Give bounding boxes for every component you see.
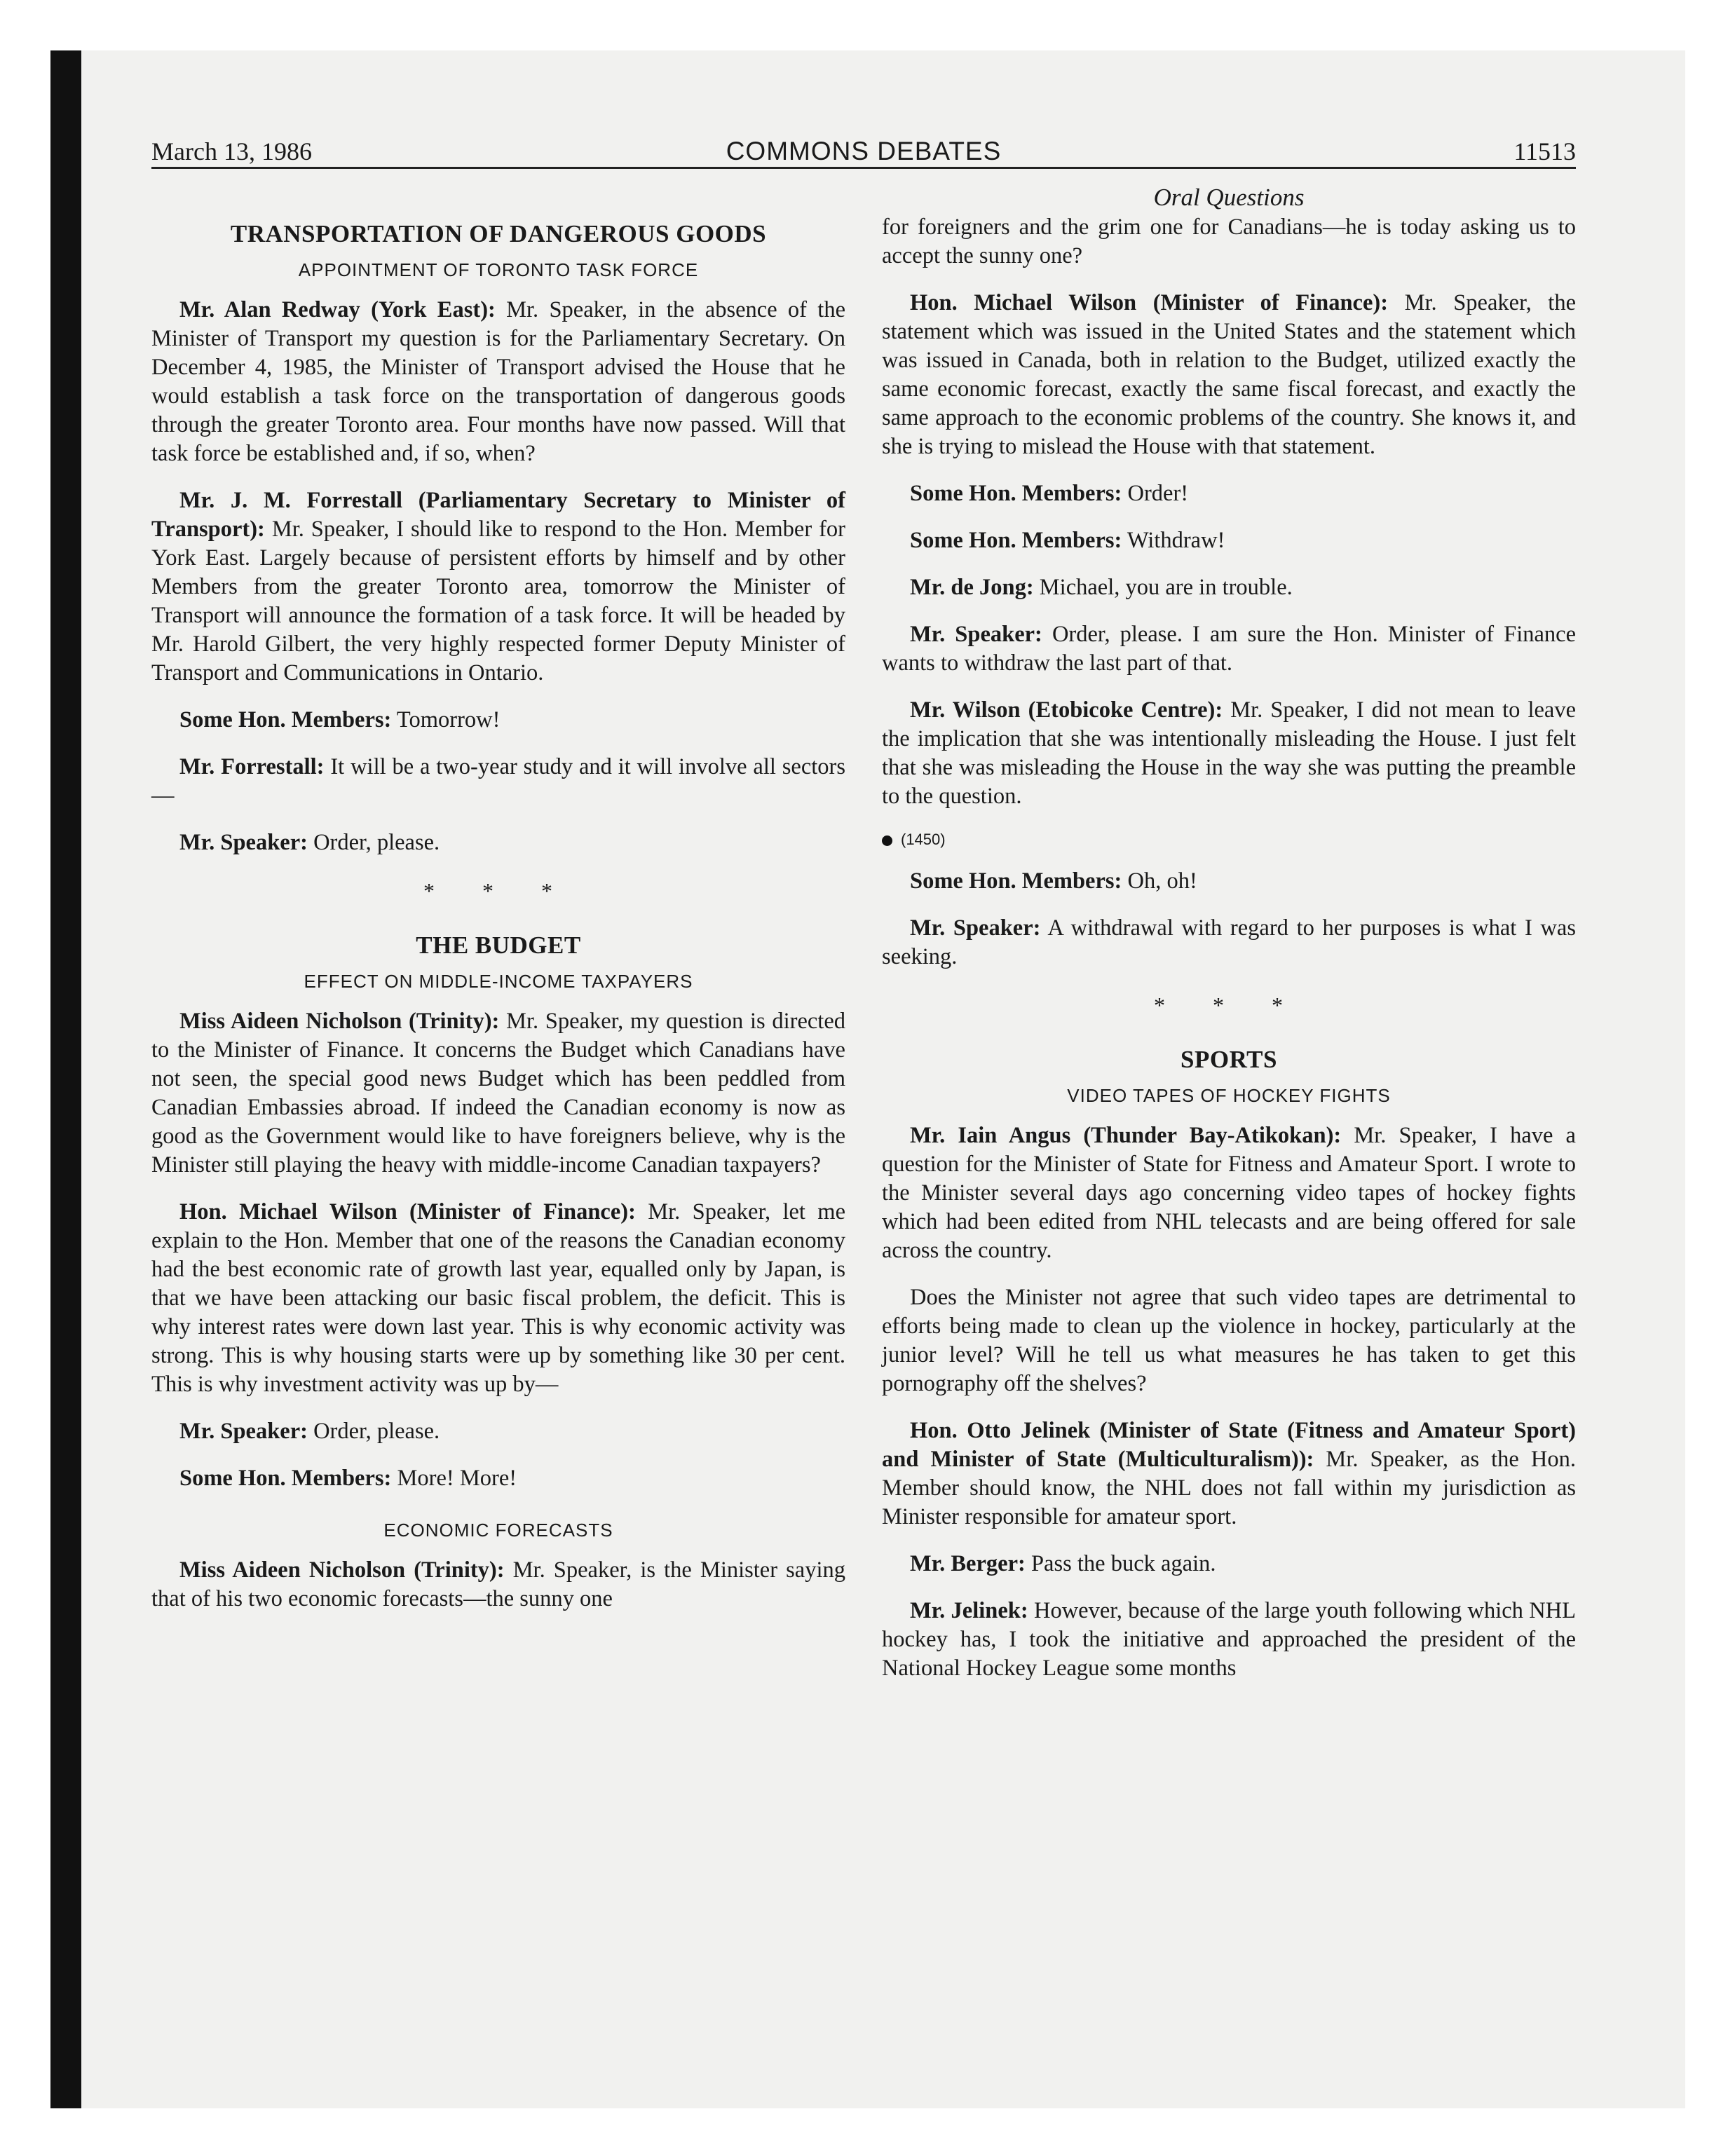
speech-text: Order, please. [307, 830, 440, 855]
section-separator: * * * [423, 878, 573, 903]
speaker-name: Some Hon. Members: [179, 1466, 392, 1491]
paragraph [882, 526, 1576, 555]
paragraph [151, 1198, 845, 1399]
speech-text: Tomorrow! [391, 707, 501, 732]
speaker-name: Some Hon. Members: [910, 528, 1122, 553]
speaker-name: Hon. Michael Wilson (Minister of Finance): [179, 1199, 636, 1224]
paragraph [882, 1283, 1576, 1398]
header-title: COMMONS DEBATES [726, 137, 1002, 165]
speech-text: It will be a two-year study and it will involve all sectors— [151, 754, 845, 808]
speech-text: Mr. Speaker, my question is directed to the Minister of Finance. It concerns the Budget which Canadians have not seen, the special good news Budget which has been peddled from Canadian Embassies abroad. If indeed the Canadian economy is now as good as the Government would like to have foreigners believe, why is the Minister still playing the heavy with middle-income Canadian taxpayers? [151, 1009, 846, 1178]
header-rule [151, 167, 1576, 169]
speech-text: Withdraw! [1122, 528, 1225, 553]
paragraph [151, 296, 845, 468]
paragraph [882, 213, 1576, 271]
paragraph [882, 1121, 1576, 1265]
speaker-name: Some Hon. Members: [910, 481, 1122, 506]
section-subheading: VIDEO TAPES OF HOCKEY FIGHTS [1067, 1085, 1391, 1106]
speech-text: for foreigners and the grim one for Canadians—he is today asking us to accept the sunny one? [882, 214, 1576, 268]
section-subheading: EFFECT ON MIDDLE-INCOME TAXPAYERS [304, 971, 693, 992]
page-header [151, 133, 1576, 170]
paragraph [882, 867, 1576, 896]
paragraph [151, 1007, 845, 1180]
speaker-name: Mr. J. M. Forrestall (Parliamentary Secretary to Minister of Transport): [151, 488, 845, 542]
section-heading: THE BUDGET [416, 932, 581, 959]
speaker-name: Miss Aideen Nicholson (Trinity): [179, 1009, 500, 1034]
paragraph [882, 1550, 1576, 1578]
speaker-name: Mr. Speaker: [179, 1419, 308, 1444]
section-heading: SPORTS [1181, 1046, 1277, 1073]
paragraph [882, 289, 1576, 461]
speaker-name: Mr. de Jong: [910, 575, 1034, 600]
speaker-name: Mr. Jelinek: [910, 1598, 1028, 1623]
speech-text: Mr. Speaker, as the Hon. Member should know, the NHL does not fall within my jurisdiction as Minister responsible for amateur sport. [882, 1447, 1576, 1529]
speech-text: However, because of the large youth following which NHL hockey has, I took the initiative and approached the president of the National Hockey League some months [882, 1598, 1577, 1681]
bullet-icon [882, 835, 892, 846]
speaker-name: Some Hon. Members: [910, 868, 1122, 894]
header-date: March 13, 1986 [151, 137, 312, 165]
running-head: Oral Questions [1153, 184, 1305, 211]
paragraph [882, 1417, 1576, 1531]
speaker-name: Hon. Michael Wilson (Minister of Finance): [910, 290, 1389, 315]
paragraph [882, 573, 1576, 602]
paragraph [151, 1417, 845, 1446]
speaker-name: Some Hon. Members: [179, 707, 392, 732]
speech-text: Mr. Speaker, I did not mean to leave the implication that she was intentionally misleading the House. I just felt that she was misleading the House in the way she was putting the preamble to the question. [882, 697, 1576, 809]
speech-text: Oh, oh! [1122, 868, 1197, 894]
speaker-name: Mr. Speaker: [179, 830, 308, 855]
left-column [151, 219, 845, 1632]
paragraph [151, 828, 845, 857]
speech-text: Mr. Speaker, I have a question for the Minister of State for Fitness and Amateur Sport. I wrote to the Minister several days ago concerning video tapes of hockey fights which had been edited from NHL telecasts and are being offered for sale across the country. [882, 1123, 1576, 1263]
speaker-name: Mr. Alan Redway (York East): [179, 297, 496, 322]
speech-text: Michael, you are in trouble. [1033, 575, 1293, 600]
speech-text: Does the Minister not agree that such video tapes are detrimental to efforts being made to clean up the violence in hockey, particularly at the junior level? Will he tell us what measures he has taken to get this pornography off the shelves? [882, 1285, 1576, 1396]
speaker-name: Mr. Iain Angus (Thunder Bay-Atikokan): [910, 1123, 1342, 1148]
paragraph [151, 1464, 845, 1493]
speaker-name: Mr. Forrestall: [179, 754, 325, 779]
speaker-name: Mr. Berger: [910, 1551, 1026, 1576]
section-subheading: APPOINTMENT OF TORONTO TASK FORCE [298, 259, 699, 280]
speech-text: Mr. Speaker, I should like to respond to the Hon. Member for York East. Largely because of persistent efforts by himself and by other Members from the greater Toronto area, tomorrow the Minister of Transport will announce the formation of a task force. It will be headed by Mr. Harold Gilbert, the very highly respected former Deputy Minister of Transport and Communications in Ontario. [151, 517, 845, 685]
paragraph [151, 1556, 845, 1613]
speaker-name: Mr. Speaker: [910, 622, 1042, 647]
paragraph [151, 753, 845, 810]
speaker-name: Hon. Otto Jelinek (Minister of State (Fitness and Amateur Sport) and Minister of State (Multiculturalism)): [882, 1418, 1576, 1472]
speech-text: Order! [1122, 481, 1189, 506]
binding-edge [50, 50, 81, 2108]
paragraph [151, 486, 845, 688]
speech-text: Mr. Speaker, in the absence of the Minister of Transport my question is for the Parliamentary Secretary. On December 4, 1985, the Minister of Transport advised the House that he would establish a task force on the transportation of dangerous goods through the greater Toronto area. Four months have now passed. Will that task force be established and, if so, when? [151, 297, 845, 466]
right-column [882, 182, 1576, 1701]
paragraph [151, 706, 845, 735]
header-page-number: 11513 [1513, 137, 1576, 165]
paragraph [882, 620, 1576, 678]
speaker-name: Mr. Speaker: [910, 915, 1041, 941]
speech-text: A withdrawal with regard to her purposes is what I was seeking. [882, 915, 1576, 969]
speech-text: More! More! [391, 1466, 517, 1491]
speech-text: Mr. Speaker, is the Minister saying that of his two economic forecasts—the sunny one [151, 1557, 845, 1611]
speech-text: Order, please. [307, 1419, 440, 1444]
paragraph [882, 696, 1576, 811]
speaker-name: Miss Aideen Nicholson (Trinity): [179, 1557, 505, 1583]
paragraph [882, 479, 1576, 508]
paragraph [882, 914, 1576, 971]
speech-text: Mr. Speaker, let me explain to the Hon. Member that one of the reasons the Canadian economy had the best economic rate of growth last year, equalled only by Japan, is that we have been attacking our basic fiscal problem, the deficit. This is why interest rates were down last year. This is why economic activity was strong. This is why housing starts were up by something like 30 per cent. This is why investment activity was up by— [151, 1199, 845, 1397]
section-heading: TRANSPORTATION OF DANGEROUS GOODS [230, 220, 767, 247]
section-separator: * * * [1154, 992, 1304, 1018]
speech-text: Order, please. I am sure the Hon. Minister of Finance wants to withdraw the last part of that. [882, 622, 1577, 676]
speech-text: Pass the buck again. [1025, 1551, 1216, 1576]
time-marker [882, 829, 1576, 850]
time-marker-text: (1450) [901, 831, 946, 848]
paragraph [882, 1597, 1576, 1683]
speech-text: Mr. Speaker, the statement which was issued in the United States and the statement which was issued in Canada, both in relation to the Budget, utilized exactly the same economic forecast, exactly the same fiscal forecast, and exactly the same approach to the economic problems of the country. She knows it, and she is trying to mislead the House with that statement. [882, 290, 1576, 459]
speaker-name: Mr. Wilson (Etobicoke Centre): [910, 697, 1223, 723]
section-subheading: ECONOMIC FORECASTS [383, 1520, 613, 1541]
